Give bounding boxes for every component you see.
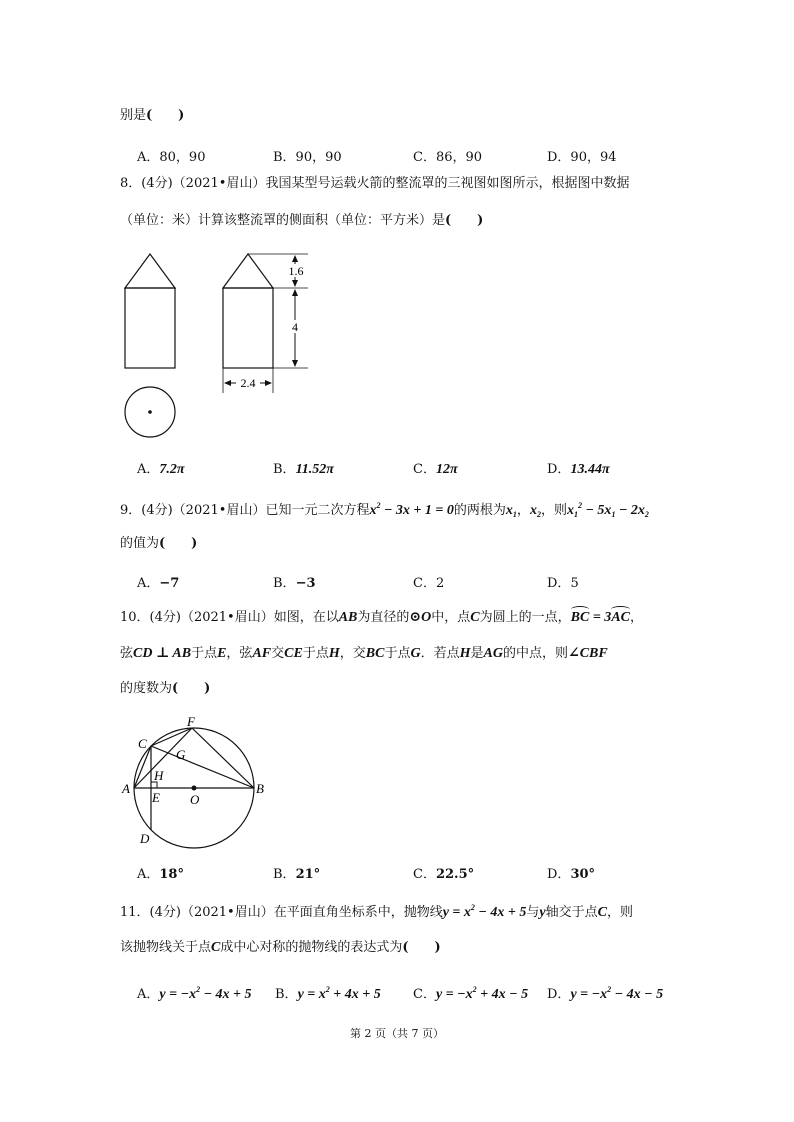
page-footer: 第 2 页（共 7 页） (350, 1027, 444, 1040)
q10-l2j: 的中点，则 (502, 646, 568, 661)
q10-option-b-letter: B． (273, 867, 296, 882)
q8-option-b (273, 458, 334, 478)
dim-arrowhead-height-up (292, 289, 298, 296)
q8-option-c-value: 12π (435, 462, 458, 477)
q10-option-d (547, 863, 595, 882)
q9-option-d (547, 572, 579, 591)
q10-option-b-value: 21° (295, 867, 321, 882)
q7-option-b: B．90，90 (273, 150, 342, 165)
q8-option-d (547, 458, 610, 478)
q9-mid2: ， (516, 503, 530, 518)
q10-option-c (413, 863, 474, 882)
q11-option-a (137, 983, 252, 1003)
q9-option-b-letter: B． (273, 576, 296, 591)
q9-line2 (120, 535, 197, 553)
q11-option-d-value: $y = -x^2 - 4x - 5$ (570, 985, 664, 1002)
q10-option-c-letter: C． (413, 867, 436, 882)
q10-ag: AG (483, 646, 503, 661)
dim-arrowhead-width-right (265, 380, 272, 386)
q10-c: C (470, 610, 480, 625)
q10-option-a-letter: A． (137, 867, 160, 882)
q10-l1c: 中，点 (431, 610, 471, 625)
q10-l1b: 为直径的 (357, 610, 410, 625)
q11-l1b: 与 (526, 905, 540, 920)
q10-option-d-value: 30° (570, 867, 596, 882)
q10-line3 (120, 680, 210, 698)
segment-ac (134, 746, 151, 788)
dim-label-width: 2.4 (240, 376, 256, 390)
q7-option-c: C．86，90 (413, 150, 483, 165)
q9-option-c (413, 572, 444, 591)
q9-equation: $x^2 - 3x + 1 = 0$ (369, 501, 454, 518)
q10-l2g: 于点 (384, 646, 411, 661)
q10-option-d-letter: D． (547, 867, 571, 882)
q7-option-d: D．90，94 (547, 150, 617, 165)
q11-paren: ( ) (402, 940, 441, 955)
q11-y: y (539, 905, 546, 920)
q10-option-b (273, 863, 320, 882)
label-a: A (122, 781, 130, 796)
q11-parabola: $y = x^2 - 4x + 5$ (442, 903, 527, 920)
q9-option-d-letter: D． (547, 576, 571, 591)
view-front-roof (125, 254, 175, 288)
center-dot (192, 786, 197, 791)
label-b: B (256, 781, 264, 796)
q10-e: E (217, 646, 227, 661)
q10-circle-figure (120, 712, 270, 852)
q10-ce: CE (284, 646, 303, 661)
q11-option-a-letter: A． (137, 987, 160, 1002)
q9-x2: $x_2$ (529, 503, 541, 519)
q9-option-c-letter: C． (413, 576, 436, 591)
q11-option-a-value: $y = -x^2 - 4x + 5$ (159, 985, 252, 1002)
q11-option-b-value: $y = x^2 + 4x + 5$ (297, 985, 381, 1002)
q7-option-a: A．80，90 (137, 150, 206, 165)
q8-line2 (120, 212, 483, 230)
q11-l1a: 11．(4分)（2021•眉山）在平面直角坐标系中，抛物线 (120, 905, 443, 920)
q9-option-b (273, 572, 316, 591)
q8-option-c-letter: C． (413, 462, 436, 477)
q10-l2f: ，交 (339, 646, 366, 661)
q10-option-a (137, 863, 184, 882)
q9-option-a-value: −7 (159, 576, 180, 591)
q9-prefix: 9．(4分)（2021•眉山）已知一元二次方程 (120, 503, 370, 518)
label-d: D (140, 831, 150, 846)
q9-line1 (120, 497, 649, 524)
q10-cd-perp-ab: CD ⊥ AB (133, 646, 192, 661)
q10-ab: AB (338, 610, 358, 625)
q7-tail (120, 107, 184, 125)
q11-line1 (120, 899, 633, 922)
q10-g: G (410, 646, 421, 661)
q10-circle-o: ⊙O (409, 610, 432, 625)
q10-line3-text: 的度数为 (120, 681, 173, 696)
q11-c: C (597, 905, 607, 920)
view-side-roof (223, 254, 273, 288)
q11-option-c (413, 983, 528, 1003)
q10-l1d: 为圆上的一点， (479, 610, 571, 625)
q11-c2: C (211, 940, 221, 955)
q10-af: AF (252, 646, 272, 661)
dim-label-height: 4 (292, 320, 298, 334)
q8-paren: ( ) (445, 213, 484, 228)
q10-h: H (328, 646, 340, 661)
q7-paren: ( ) (146, 108, 185, 123)
q10-l2d: 交 (271, 646, 285, 661)
label-h: H (154, 768, 164, 783)
label-c: C (138, 736, 147, 751)
q10-option-a-value: 18° (159, 867, 184, 882)
q8-three-view-figure (118, 248, 318, 443)
q9-option-a-letter: A． (137, 576, 160, 591)
view-side-body (223, 288, 273, 368)
q11-line2 (120, 939, 441, 957)
q10-l1a: 10．(4分)（2021•眉山）如图，在以 (120, 610, 339, 625)
label-g: G (176, 747, 186, 762)
q8-option-a-value: 7.2π (159, 462, 185, 477)
label-e: E (152, 790, 160, 805)
q10-angle-cbf: ∠CBF (567, 646, 608, 661)
q11-option-d-letter: D． (547, 987, 571, 1002)
dim-label-top: 1.6 (288, 264, 304, 278)
q10-paren: ( ) (172, 681, 211, 696)
q8-option-d-value: 13.44π (570, 462, 610, 477)
q10-l2b: 于点 (191, 646, 218, 661)
view-top-center-dot (148, 410, 152, 414)
q8-option-b-value: 11.52π (295, 462, 334, 477)
q9-option-a (137, 572, 179, 591)
q8-option-a (137, 458, 185, 478)
q9-option-c-value: 2 (435, 576, 445, 591)
q10-h2: H (459, 646, 471, 661)
q8-option-c (413, 458, 458, 478)
q10-l2c: ，弦 (226, 646, 253, 661)
q10-arc-relation: BC = 3AC (570, 610, 630, 625)
q10-line1: 10．(4分)（2021•眉山）如图，在以AB为直径的⊙O中，点C为圆上的一点，BC = 3AC， (120, 610, 644, 625)
label-f: F (187, 714, 195, 729)
view-front-body (125, 288, 175, 368)
dim-arrowhead-top-up (292, 255, 298, 262)
q10-line2 (120, 645, 608, 663)
q9-option-b-value: −3 (295, 576, 316, 591)
q11-option-c-letter: C． (413, 987, 436, 1002)
q9-option-d-value: 5 (570, 576, 579, 591)
q10-option-c-value: 22.5° (435, 867, 475, 882)
q10-l2h: ．若点 (420, 646, 460, 661)
q10-l2e: 于点 (302, 646, 329, 661)
q8-line2-text: （单位：米）计算该整流罩的侧面积（单位：平方米）是 (120, 213, 446, 228)
q7-tail-text: 别是 (120, 108, 147, 123)
q8-line1: 8．(4分)（2021•眉山）我国某型号运载火箭的整流罩的三视图如图所示，根据图中数据 (120, 176, 630, 191)
q10-l2a: 弦 (120, 646, 134, 661)
dim-arrowhead-width-left (224, 380, 231, 386)
q11-l1d: ，则 (606, 905, 633, 920)
label-o: O (190, 792, 200, 807)
q11-option-c-value: $y = -x^2 + 4x - 5$ (435, 985, 529, 1002)
dim-arrowhead-height-down (292, 360, 298, 367)
q9-mid1: 的两根为 (453, 503, 506, 518)
q8-option-a-letter: A． (137, 462, 160, 477)
q8-option-d-letter: D． (547, 462, 571, 477)
q8-option-b-letter: B． (273, 462, 296, 477)
dim-arrowhead-top-down (292, 280, 298, 287)
q10-bc: BC (365, 646, 385, 661)
segment-fb (192, 728, 254, 788)
q9-paren: ( ) (159, 536, 198, 551)
q9-x1: $x_1$ (505, 503, 517, 519)
q11-option-b (275, 983, 381, 1003)
q9-expression: $x_1^2 - 5x_1 - 2x_2$ (566, 501, 649, 519)
q10-l2i: 是 (470, 646, 484, 661)
q11-l2b: 成中心对称的抛物线的表达式为 (220, 940, 403, 955)
q9-mid3: ，则 (540, 503, 567, 518)
q11-l2a: 该抛物线关于点 (120, 940, 212, 955)
q11-option-d (547, 983, 663, 1003)
q9-line2-text: 的值为 (120, 536, 160, 551)
segment-cf (151, 728, 192, 746)
q11-l1c: 轴交于点 (545, 905, 598, 920)
segment-cb (151, 746, 254, 788)
q11-option-b-letter: B． (275, 987, 298, 1002)
